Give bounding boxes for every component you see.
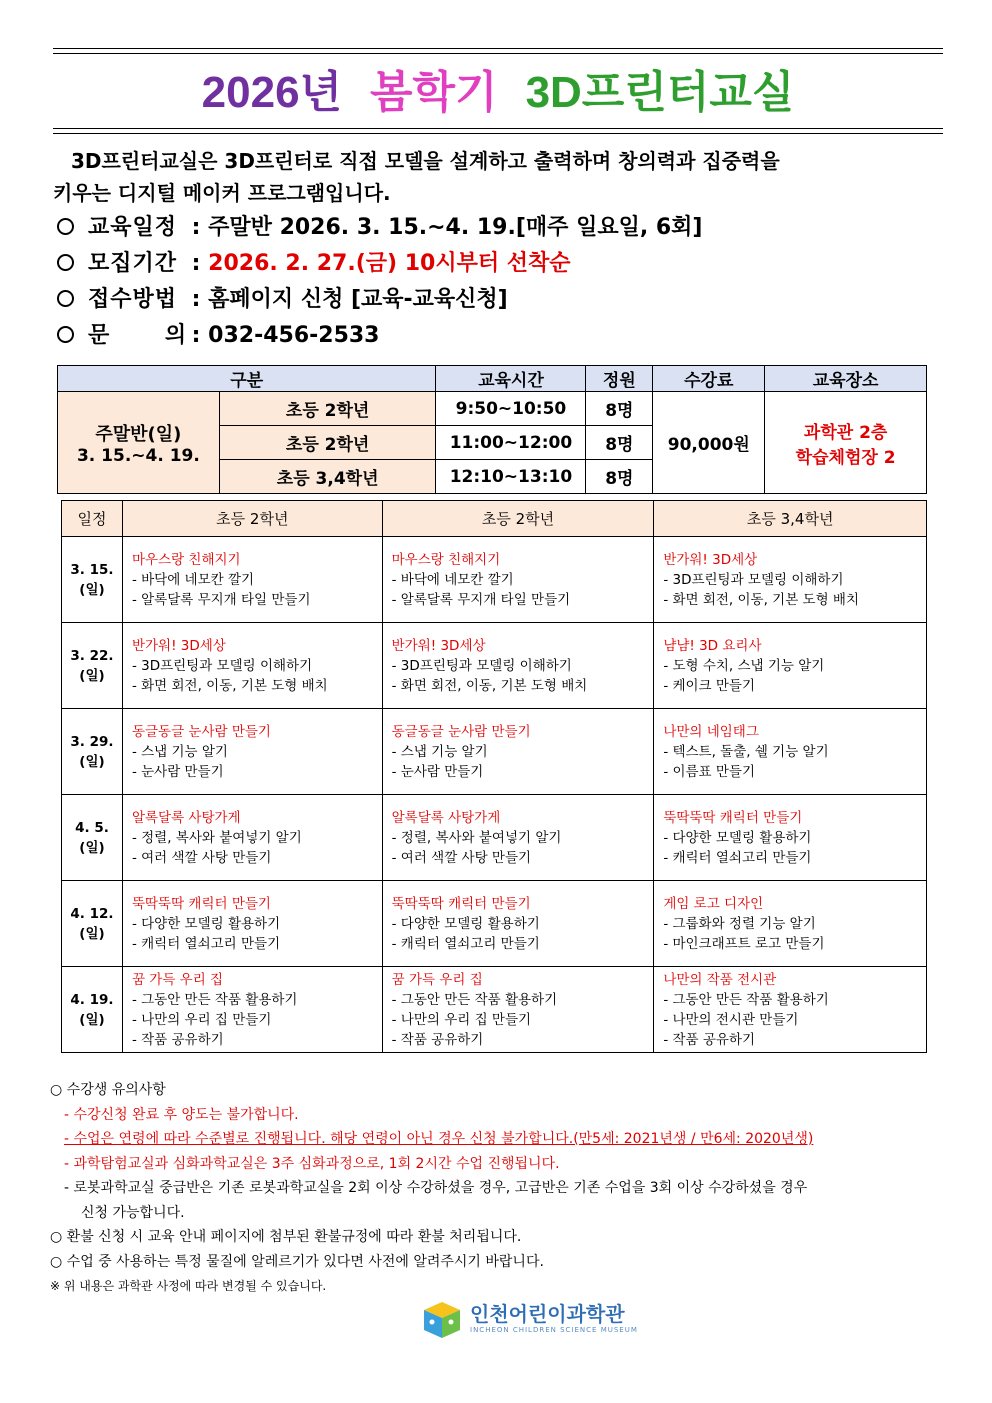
- lesson-cell: [382, 709, 654, 795]
- museum-logo: [420, 1296, 638, 1342]
- capacity-cell: 8명: [586, 392, 653, 426]
- lesson-title: 알록달록 사탕가게: [391, 809, 501, 826]
- date-cell: 3. 29. (일): [62, 709, 123, 795]
- lesson-title: 꿈 가득 우리 집: [131, 971, 224, 988]
- note-item-continued: 신청 가능합니다.: [81, 1204, 185, 1221]
- summary-table: [57, 365, 927, 494]
- lesson-cell: [382, 537, 654, 623]
- date-cell: 3. 22. (일): [62, 623, 123, 709]
- intro-line-2: 키우는 디지털 메이커 프로그램입니다.: [53, 181, 391, 205]
- info-recruit: 모집기간 : 2026. 2. 27.(금) 10시부터 선착순: [57, 246, 947, 282]
- col-header: 교육시간: [436, 366, 586, 392]
- lesson-title: 반가워! 3D세상: [391, 637, 486, 654]
- lesson-cell: [654, 795, 927, 881]
- schedule-table: [61, 500, 927, 1053]
- info-recruit-value: 2026. 2. 27.(금) 10시부터 선착순: [208, 251, 571, 276]
- lesson-activity: - 나만의 전시관 만들기: [663, 1011, 799, 1028]
- lesson-activity: - 케이크 만들기: [663, 677, 756, 694]
- lesson-activity: - 화면 회전, 이동, 기본 도형 배치: [131, 677, 328, 694]
- page-title: [53, 58, 943, 128]
- col-header: 교육장소: [765, 366, 927, 392]
- schedule-row: [62, 709, 927, 795]
- date-cell: 4. 19. (일): [62, 967, 123, 1053]
- lesson-activity: - 바닥에 네모칸 깔기: [131, 571, 255, 588]
- time-cell: 12:10~13:10: [436, 460, 586, 494]
- circle-bullet-icon: [57, 218, 74, 235]
- lesson-activity: - 3D프린팅과 모델링 이해하기: [131, 657, 313, 674]
- header-top-rule: [53, 48, 943, 49]
- note-allergy: ○ 수업 중 사용하는 특정 물질에 알레르기가 있다면 사전에 알려주시기 바랍니다.: [50, 1253, 544, 1270]
- lesson-cell: [122, 967, 382, 1053]
- col-header: 일정: [62, 501, 123, 537]
- lesson-cell: [122, 881, 382, 967]
- lesson-activity: - 나만의 우리 집 만들기: [131, 1011, 272, 1028]
- lesson-title: 나만의 네임태그: [663, 723, 759, 740]
- grade-cell: 초등 2학년: [219, 426, 436, 460]
- capacity-cell: 8명: [586, 426, 653, 460]
- lesson-cell: [122, 795, 382, 881]
- lesson-cell: [654, 537, 927, 623]
- lesson-title: 동글동글 눈사람 만들기: [131, 723, 271, 740]
- lesson-activity: - 정렬, 복사와 붙여넣기 알기: [391, 829, 562, 846]
- lesson-activity: - 작품 공유하기: [391, 1031, 484, 1048]
- lesson-activity: - 3D프린팅과 모델링 이해하기: [663, 571, 844, 588]
- schedule-row: [62, 881, 927, 967]
- col-header: 정원: [586, 366, 653, 392]
- lesson-title: 꿈 가득 우리 집: [391, 971, 483, 988]
- lesson-activity: - 그동안 만든 작품 활용하기: [391, 991, 558, 1008]
- circle-bullet-icon: [57, 290, 74, 307]
- date-cell: 4. 5. (일): [62, 795, 123, 881]
- header-top-rule-2: [53, 53, 943, 54]
- lesson-activity: - 화면 회전, 이동, 기본 도형 배치: [391, 677, 588, 694]
- note-item: - 로봇과학교실 중급반은 기존 로봇과학교실을 2회 이상 수강하셨을 경우, 고급반은 기존 수업을 3회 이상 수강하셨을 경우: [64, 1180, 808, 1196]
- grade-cell: 초등 2학년: [219, 392, 436, 426]
- lesson-cell: [122, 709, 382, 795]
- lesson-activity: - 여러 색깔 사탕 만들기: [131, 849, 272, 866]
- schedule-row: [62, 623, 927, 709]
- lesson-cell: [654, 623, 927, 709]
- date-cell: 3. 15. (일): [62, 537, 123, 623]
- lesson-title: 동글동글 눈사람 만들기: [391, 723, 531, 740]
- lesson-cell: [382, 795, 654, 881]
- lesson-title: 뚝딱뚝딱 캐릭터 만들기: [131, 895, 271, 912]
- lesson-activity: - 바닥에 네모칸 깔기: [391, 571, 514, 588]
- note-disclaimer: ※ 위 내용은 과학관 사정에 따라 변경될 수 있습니다.: [50, 1279, 327, 1293]
- notes-heading: ○ 수강생 유의사항: [50, 1082, 166, 1098]
- lesson-activity: - 그동안 만든 작품 활용하기: [663, 991, 829, 1008]
- logo-name: 인천어린이과학관: [470, 1302, 625, 1326]
- lesson-cell: [654, 881, 927, 967]
- title-program: 3D프린터교실: [525, 68, 795, 117]
- lesson-activity: - 스냅 기능 알기: [391, 743, 488, 760]
- lesson-cell: [382, 967, 654, 1053]
- info-contact-value: 032-456-2533: [208, 323, 380, 348]
- lesson-title: 나만의 작품 전시관: [663, 971, 777, 988]
- lesson-title: 알록달록 사탕가게: [131, 809, 241, 826]
- lesson-activity: - 마인크래프트 로고 만들기: [663, 935, 825, 952]
- lesson-activity: - 작품 공유하기: [663, 1031, 756, 1048]
- lesson-title: 뚝딱뚝딱 캐릭터 만들기: [663, 809, 803, 826]
- title-year: 2026년: [201, 68, 343, 117]
- lesson-activity: - 그동안 만든 작품 활용하기: [131, 991, 298, 1008]
- lesson-activity: - 다양한 모델링 활용하기: [131, 915, 281, 932]
- time-cell: 9:50~10:50: [436, 392, 586, 426]
- capacity-cell: 8명: [586, 460, 653, 494]
- intro-paragraph: [53, 145, 943, 209]
- lesson-activity: - 도형 수치, 스냅 기능 알기: [663, 657, 825, 674]
- lesson-activity: - 다양한 모델링 활용하기: [663, 829, 812, 846]
- title-season: 봄학기: [370, 68, 498, 117]
- circle-bullet-icon: [57, 326, 74, 343]
- col-header: 수강료: [653, 366, 765, 392]
- lesson-cell: [654, 709, 927, 795]
- header-bottom-rule-2: [53, 133, 943, 134]
- note-item: - 수강신청 완료 후 양도는 불가합니다.: [64, 1106, 299, 1123]
- lesson-title: 반가워! 3D세상: [131, 637, 226, 654]
- lesson-activity: - 여러 색깔 사탕 만들기: [391, 849, 532, 866]
- lesson-activity: - 화면 회전, 이동, 기본 도형 배치: [663, 591, 860, 608]
- col-header: 초등 2학년: [382, 501, 654, 537]
- lesson-activity: - 알록달록 무지개 타일 만들기: [391, 591, 571, 608]
- place-cell: 과학관 2층 학습체험장 2: [765, 392, 927, 494]
- info-contact: 문 의 : 032-456-2533: [57, 318, 947, 354]
- class-group-cell: 주말반(일) 3. 15.~4. 19.: [58, 392, 220, 494]
- schedule-row: [62, 967, 927, 1053]
- lesson-activity: - 눈사람 만들기: [131, 763, 224, 780]
- lesson-title: 반가워! 3D세상: [663, 551, 758, 568]
- lesson-activity: - 알록달록 무지개 타일 만들기: [131, 591, 311, 608]
- lesson-title: 뚝딱뚝딱 캐릭터 만들기: [391, 895, 531, 912]
- header-bottom-rule: [53, 128, 943, 129]
- note-refund: ○ 환불 신청 시 교육 안내 페이지에 첨부된 환불규정에 따라 환불 처리됩니다.: [50, 1229, 522, 1245]
- grade-cell: 초등 3,4학년: [219, 460, 436, 494]
- lesson-title: 냠냠! 3D 요리사: [663, 637, 762, 654]
- logo-subtitle: INCHEON CHILDREN SCIENCE MUSEUM: [470, 1326, 638, 1334]
- note-item: - 수업은 연령에 따라 수준별로 진행됩니다. 해당 연령이 아닌 경우 신청 불가합니다.(만5세: 2021년생 / 만6세: 2020년생): [64, 1131, 814, 1147]
- lesson-activity: - 캐릭터 열쇠고리 만들기: [663, 849, 812, 866]
- lesson-title: 마우스랑 친해지기: [391, 551, 501, 568]
- lesson-cell: [382, 881, 654, 967]
- intro-line-1: 3D프린터교실은 3D프린터로 직접 모델을 설계하고 출력하며 창의력과 집중력을: [71, 149, 780, 173]
- cube-logo-icon: [420, 1296, 466, 1340]
- lesson-activity: - 스냅 기능 알기: [131, 743, 228, 760]
- lesson-title: 게임 로고 디자인: [663, 895, 764, 912]
- lesson-activity: - 정렬, 복사와 붙여넣기 알기: [131, 829, 302, 846]
- date-cell: 4. 12. (일): [62, 881, 123, 967]
- note-item: - 과학탐험교실과 심화과학교실은 3주 심화과정으로, 1회 2시간 수업 진행됩니다.: [64, 1155, 560, 1172]
- circle-bullet-icon: [57, 254, 74, 271]
- lesson-cell: [122, 623, 382, 709]
- fee-cell: 90,000원: [653, 392, 765, 494]
- lesson-title: 마우스랑 친해지기: [131, 551, 241, 568]
- col-header: 구분: [58, 366, 436, 392]
- info-apply: 접수방법 : 홈페이지 신청 [교육-교육신청]: [57, 282, 947, 318]
- info-apply-value: 홈페이지 신청 [교육-교육신청]: [208, 287, 508, 312]
- col-header: 초등 3,4학년: [654, 501, 927, 537]
- lesson-activity: - 그룹화와 정렬 기능 알기: [663, 915, 816, 932]
- notes-section: [50, 1078, 950, 1299]
- lesson-activity: - 작품 공유하기: [131, 1031, 224, 1048]
- lesson-activity: - 나만의 우리 집 만들기: [391, 1011, 532, 1028]
- lesson-activity: - 3D프린팅과 모델링 이해하기: [391, 657, 572, 674]
- schedule-row: [62, 795, 927, 881]
- lesson-cell: [382, 623, 654, 709]
- lesson-activity: - 눈사람 만들기: [391, 763, 484, 780]
- lesson-cell: [122, 537, 382, 623]
- lesson-activity: - 캐릭터 열쇠고리 만들기: [131, 935, 281, 952]
- lesson-activity: - 이름표 만들기: [663, 763, 756, 780]
- info-schedule-value: 주말반 2026. 3. 15.~4. 19.[매주 일요일, 6회]: [208, 215, 703, 240]
- lesson-activity: - 다양한 모델링 활용하기: [391, 915, 540, 932]
- lesson-cell: [654, 967, 927, 1053]
- schedule-row: [62, 537, 927, 623]
- time-cell: 11:00~12:00: [436, 426, 586, 460]
- lesson-activity: - 캐릭터 열쇠고리 만들기: [391, 935, 540, 952]
- col-header: 초등 2학년: [122, 501, 382, 537]
- lesson-activity: - 텍스트, 돌출, 쉘 기능 알기: [663, 743, 829, 760]
- info-schedule: 교육일정 : 주말반 2026. 3. 15.~4. 19.[매주 일요일, 6회]: [57, 210, 947, 246]
- info-list: [57, 210, 947, 354]
